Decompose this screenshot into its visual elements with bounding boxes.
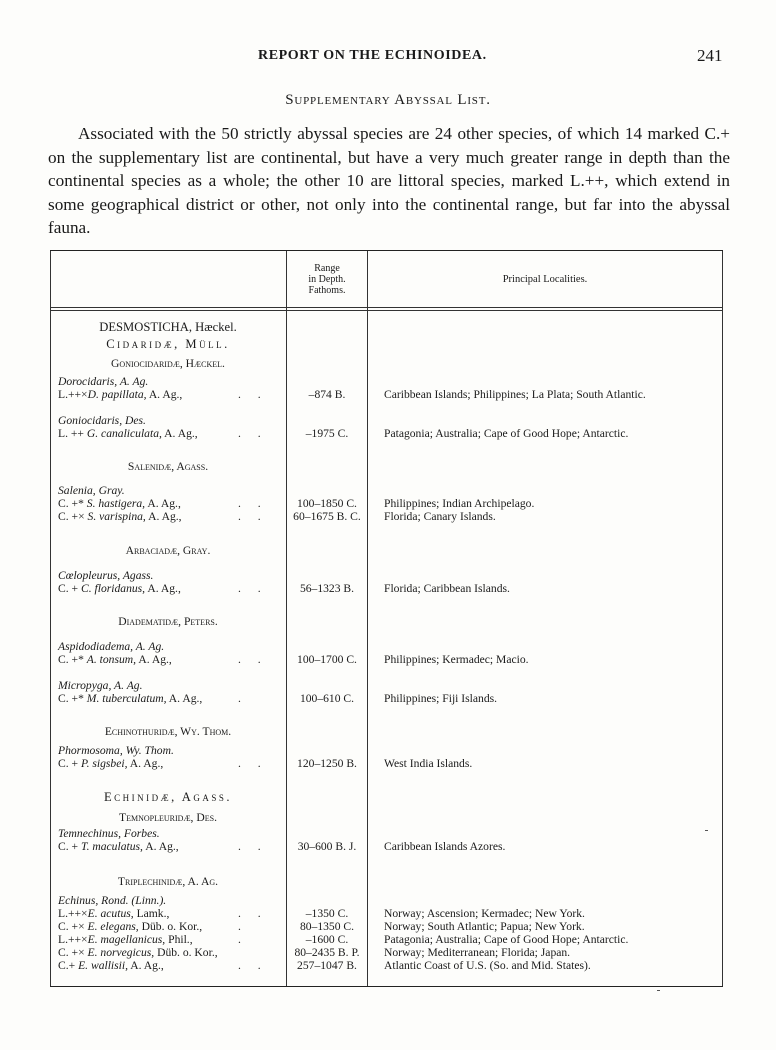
genus-micropyga: Micropyga, A. Ag.	[58, 679, 143, 692]
depth-cell: –1350 C.	[305, 907, 349, 920]
family-echinidae: Echinidæ, Agass.	[103, 790, 233, 804]
species-cell	[58, 907, 169, 920]
species-mark: L.++×	[58, 933, 88, 946]
depth-cell: –1600 C.	[305, 933, 349, 946]
leader-dots: .	[238, 692, 248, 705]
leader-dots: .	[238, 920, 248, 933]
leader-dots: . .	[238, 427, 268, 440]
species-author: A. Ag.,	[148, 510, 182, 523]
leader-dots: . .	[238, 582, 268, 595]
family-echinothuridae: Echinothuridæ, Wy. Thom.	[104, 725, 232, 738]
genus-echinus: Echinus, Rond. (Linn.).	[58, 894, 167, 907]
genus-salenia: Salenia, Gray.	[58, 484, 125, 497]
order-label: DESMOSTICHA, Hæckel.	[99, 320, 237, 334]
species-name: E. elegans,	[87, 920, 139, 933]
column-header-localities: Principal Localities.	[502, 274, 588, 285]
leader-dots: . .	[238, 757, 268, 770]
leader-dots: . .	[238, 840, 268, 853]
intro-paragraph	[48, 122, 730, 240]
species-mark: C. +*	[58, 692, 84, 705]
family-diadematidae: Diadematidæ, Peters.	[118, 615, 218, 628]
family-temnopleuridae: Temnopleuridæ, Des.	[119, 811, 217, 824]
depth-cell: 100–1850 C.	[297, 497, 357, 510]
species-cell	[58, 510, 182, 523]
species-mark: L.++×	[58, 907, 88, 920]
leader-dots: . .	[238, 510, 268, 523]
locality-cell: Norway; South Atlantic; Papua; New York.	[384, 920, 585, 933]
leader-dots: .	[238, 933, 248, 946]
table-header-rule-2	[50, 310, 723, 311]
species-author: A. Ag.,	[147, 497, 181, 510]
species-name: E. acutus,	[87, 907, 134, 920]
locality-cell: Atlantic Coast of U.S. (So. and Mid. States).	[384, 959, 591, 972]
species-author: A. Ag.,	[168, 692, 203, 705]
table-rule-col1	[286, 251, 287, 986]
locality-cell: Norway; Mediterranean; Florida; Japan.	[384, 946, 571, 959]
locality-cell: Caribbean Islands; Philippines; La Plata; South Atlantic.	[384, 388, 646, 401]
depth-cell: –874 B.	[308, 388, 346, 401]
column-header-range	[287, 263, 367, 296]
running-title: REPORT ON THE ECHINOIDEA.	[258, 48, 487, 63]
species-mark: C. +×	[58, 920, 85, 933]
species-author: A. Ag.,	[138, 653, 172, 666]
species-mark: C. +×	[58, 946, 85, 959]
species-cell	[58, 933, 193, 946]
print-speck	[705, 830, 708, 831]
species-name: E. wallisii,	[78, 959, 129, 972]
species-author: A. Ag.,	[147, 582, 181, 595]
locality-cell: Patagonia; Australia; Cape of Good Hope; Antarctic.	[384, 933, 629, 946]
page-header	[0, 48, 776, 70]
family-cidaridae: Cidaridæ, Müll.	[106, 337, 230, 351]
species-cell	[58, 840, 179, 853]
leader-dots: . .	[238, 907, 268, 920]
species-author: A. Ag.,	[129, 757, 164, 770]
species-name: C. floridanus,	[80, 582, 146, 595]
leader-dots: . .	[238, 959, 268, 972]
depth-cell: 30–600 B. J.	[297, 840, 357, 853]
genus-coelopleurus: Cœlopleurus, Agass.	[58, 569, 154, 582]
print-speck	[657, 990, 660, 991]
depth-cell: 100–1700 C.	[297, 653, 357, 666]
locality-cell: Philippines; Indian Archipelago.	[384, 497, 535, 510]
species-author: A. Ag.,	[145, 840, 179, 853]
species-name: T. maculatus,	[80, 840, 143, 853]
species-cell	[58, 582, 181, 595]
species-name: A. tonsum,	[86, 653, 137, 666]
species-mark: C. +	[58, 757, 79, 770]
species-cell	[58, 757, 163, 770]
leader-dots: . .	[238, 388, 268, 401]
page-number: 241	[697, 46, 723, 65]
species-author: Düb. o. Kor.,	[141, 920, 203, 933]
species-cell	[58, 920, 202, 933]
depth-cell: 257–1047 B.	[297, 959, 357, 972]
species-name: M. tuberculatum,	[86, 692, 167, 705]
species-mark: C. +×	[58, 510, 85, 523]
species-name: E. magellanicus,	[87, 933, 166, 946]
species-mark: C. +*	[58, 497, 84, 510]
table-rule-right	[722, 251, 723, 986]
locality-cell: Norway; Ascension; Kermadec; New York.	[384, 907, 585, 920]
species-name: D. papillata,	[87, 388, 147, 401]
abyssal-table	[50, 250, 723, 987]
range-head-line1: Range	[314, 263, 340, 274]
species-mark: L. ++	[58, 427, 84, 440]
range-head-line3: Fathoms.	[308, 285, 346, 296]
species-cell	[58, 946, 218, 959]
locality-cell: Florida; Caribbean Islands.	[384, 582, 510, 595]
range-head-line2: in Depth.	[308, 274, 346, 285]
depth-cell: 80–1350 C.	[299, 920, 355, 933]
species-author: Phil.,	[168, 933, 193, 946]
species-author: Düb. o. Kor.,	[157, 946, 218, 959]
species-cell	[58, 653, 172, 666]
depth-cell: 56–1323 B.	[299, 582, 355, 595]
species-cell	[58, 692, 202, 705]
species-cell	[58, 959, 164, 972]
species-mark: C. +*	[58, 653, 84, 666]
depth-cell: 60–1675 B. C.	[293, 510, 361, 523]
species-author: A. Ag.,	[164, 427, 198, 440]
intro-text: Associated with the 50 strictly abyssal species are 24 other species, of which 14 marked C.+ on the supplementary list are continental, but have a very much greater range in depth than the continental species as a whole; the other 10 are littoral species, marked L.++, which extend in some geographical district or other, not only into the continental range, but far into the abyssal fauna.	[48, 124, 730, 237]
family-arbaciadae: Arbaciadæ, Gray.	[125, 544, 211, 557]
leader-dots: . .	[238, 653, 268, 666]
family-goniocidaridae: Goniocidaridæ, Hæckel.	[111, 357, 225, 370]
genus-aspidodiadema: Aspidodiadema, A. Ag.	[58, 640, 165, 653]
species-name: E. norvegicus,	[87, 946, 155, 959]
locality-cell: Florida; Canary Islands.	[384, 510, 496, 523]
section-title: Supplementary Abyssal List.	[285, 92, 491, 108]
depth-cell: –1975 C.	[305, 427, 349, 440]
depth-cell: 120–1250 B.	[297, 757, 357, 770]
species-mark: L.++×	[58, 388, 88, 401]
species-mark: C. +	[58, 840, 79, 853]
species-cell	[58, 388, 182, 401]
species-author: Lamk.,	[136, 907, 170, 920]
species-cell	[58, 427, 198, 440]
depth-cell: 80–2435 B. P.	[294, 946, 360, 959]
genus-temnechinus: Temnechinus, Forbes.	[58, 827, 160, 840]
locality-cell: West India Islands.	[384, 757, 473, 770]
species-author: A. Ag.,	[130, 959, 164, 972]
genus-goniocidaris: Goniocidaris, Des.	[58, 414, 146, 427]
table-header-rule	[50, 307, 723, 308]
locality-cell: Philippines; Kermadec; Macio.	[384, 653, 529, 666]
genus-dorocidaris: Dorocidaris, A. Ag.	[58, 375, 149, 388]
species-mark: C. +	[58, 582, 79, 595]
species-name: G. canaliculata,	[86, 427, 162, 440]
locality-cell: Patagonia; Australia; Cape of Good Hope; Antarctic.	[384, 427, 629, 440]
species-mark: C.+	[58, 959, 76, 972]
leader-dots: . .	[238, 497, 268, 510]
species-cell	[58, 497, 181, 510]
locality-cell: Caribbean Islands Azores.	[384, 840, 506, 853]
family-salenidae: Salenidæ, Agass.	[127, 460, 209, 473]
depth-cell: 100–610 C.	[299, 692, 355, 705]
species-name: S. hastigera,	[86, 497, 146, 510]
species-name: P. sigsbei,	[80, 757, 128, 770]
species-name: S. varispina,	[87, 510, 146, 523]
locality-cell: Philippines; Fiji Islands.	[384, 692, 498, 705]
genus-phormosoma: Phormosoma, Wy. Thom.	[58, 744, 174, 757]
species-author: A. Ag.,	[148, 388, 183, 401]
table-rule-col2	[367, 251, 368, 986]
family-triplechinidae: Triplechinidæ, A. Ag.	[117, 875, 219, 888]
